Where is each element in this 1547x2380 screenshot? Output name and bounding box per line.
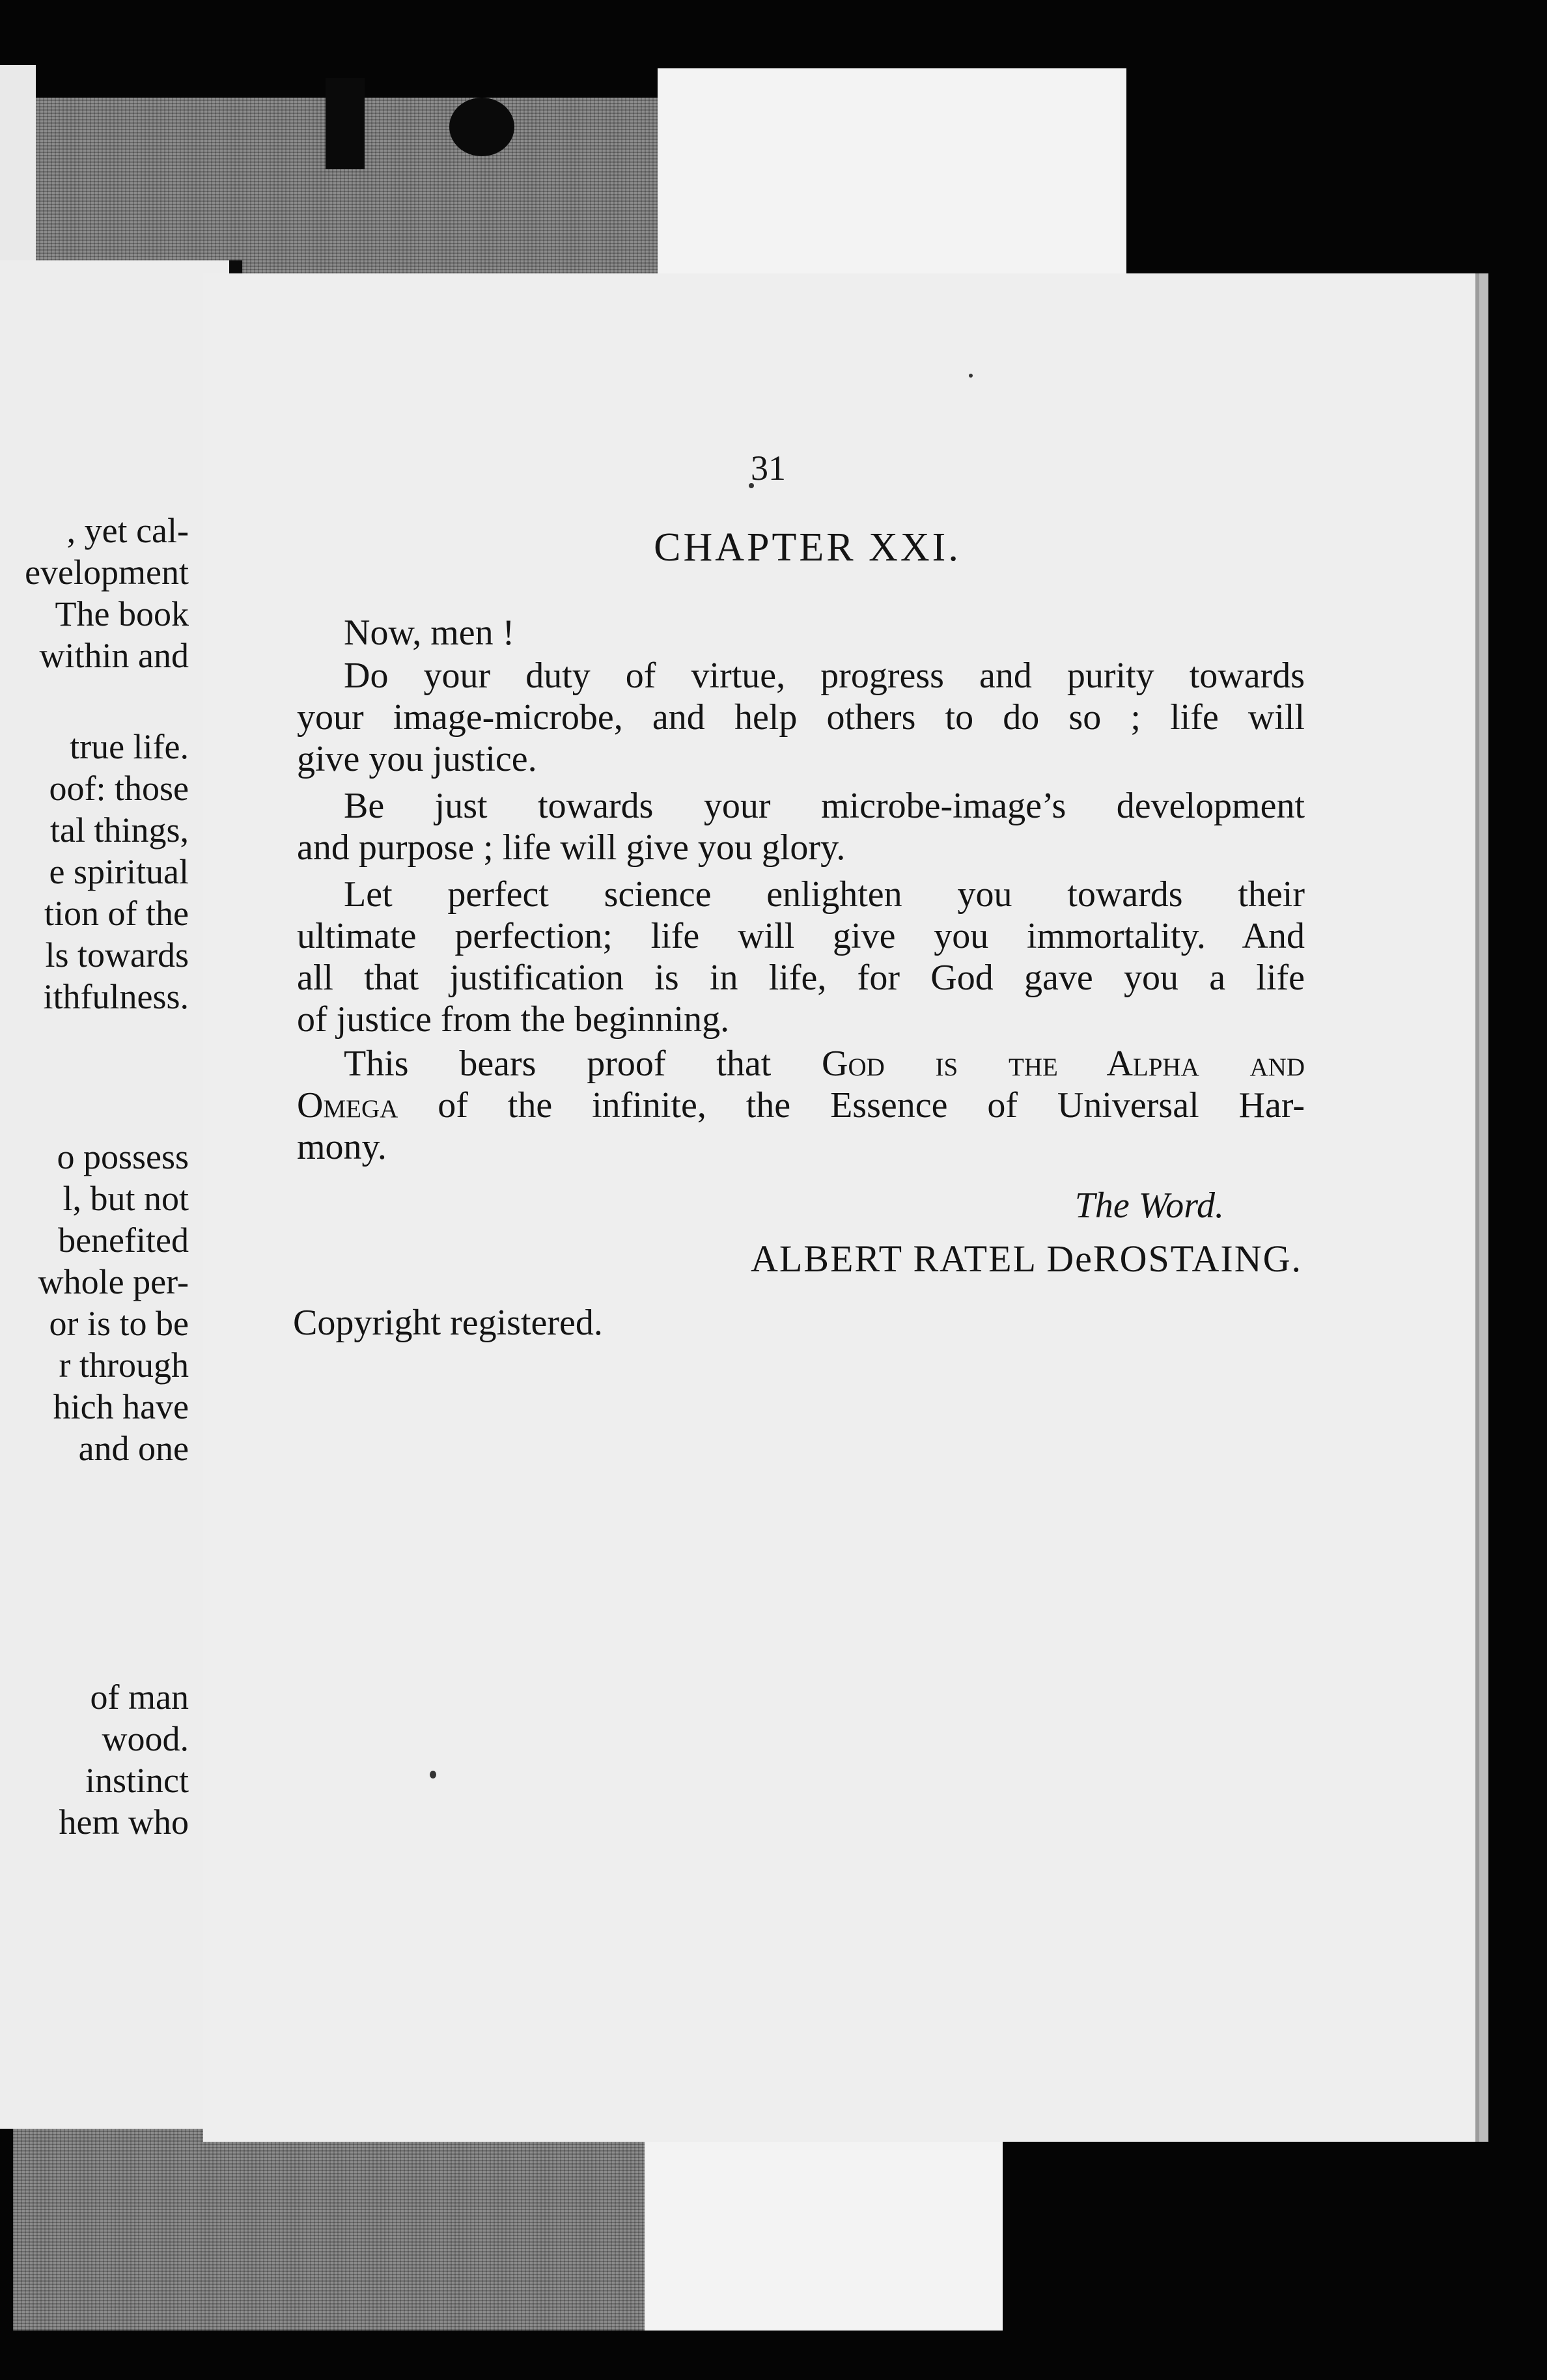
left-page-line: l, but not: [63, 1179, 189, 1218]
left-page-line: within and: [39, 636, 189, 675]
chapter-title: CHAPTER XXI.: [654, 525, 961, 570]
left-page-line: wood.: [102, 1719, 189, 1758]
body-text-line: [344, 1043, 1305, 1085]
paper-speck: [969, 374, 973, 378]
author-name: ALBERT RATEL DeROSTAING.: [750, 1238, 1302, 1280]
body-text-line: mony.: [297, 1127, 387, 1167]
left-page-line: o possess: [57, 1137, 189, 1176]
book-cover-cloth-bottom: [13, 2116, 658, 2331]
left-page-line: true life.: [70, 727, 189, 766]
left-page-line: tal things,: [50, 810, 189, 850]
left-page-line: ithfulness.: [43, 977, 189, 1016]
left-page-line: hem who: [59, 1803, 189, 1842]
signature-credit: The Word.: [1074, 1185, 1224, 1226]
left-page-line: The book: [55, 594, 189, 633]
body-text-line: Now, men !: [344, 613, 515, 653]
paper-slip-bottom: [645, 2122, 1003, 2331]
left-page-line: of man: [90, 1678, 189, 1717]
body-text-line: give you justice.: [297, 739, 537, 779]
left-page-line: oof: those: [49, 769, 189, 808]
left-page-line: or is to be: [49, 1304, 189, 1343]
body-text-small-caps: Omega: [297, 1085, 398, 1126]
left-page-line: ls towards: [45, 935, 189, 975]
left-page-line: and one: [78, 1429, 189, 1468]
body-text-line: [297, 1085, 1305, 1126]
cover-notch: [326, 78, 365, 169]
body-text-line: and purpose ; life will give you glory.: [297, 827, 846, 868]
body-text-line: Be just towards your microbe-image’s development: [344, 786, 1305, 826]
left-page-line: evelopment: [25, 553, 189, 592]
body-text-line: of justice from the beginning.: [297, 999, 730, 1040]
left-page-line: tion of the: [44, 894, 189, 933]
left-page-line: hich have: [53, 1387, 189, 1426]
body-text-small-caps: God is the Alpha and: [822, 1044, 1305, 1084]
cover-notch: [449, 98, 514, 156]
body-text-line: all that justification is in life, for God gave you a life: [297, 958, 1305, 998]
body-text-line: your image-microbe, and help others to do so ; life will: [297, 697, 1305, 738]
left-page-line: benefited: [58, 1221, 189, 1260]
page-number: 31: [751, 449, 786, 488]
paper-speck: [430, 1771, 436, 1778]
left-page-line: whole per-: [38, 1262, 189, 1301]
left-page-line: instinct: [85, 1761, 189, 1800]
body-text-line: Do your duty of virtue, progress and purity towards: [344, 656, 1305, 696]
body-text-line: ultimate perfection; life will give you immortality. And: [297, 916, 1305, 956]
copyright-note: Copyright registered.: [293, 1303, 603, 1343]
left-page-line: e spiritual: [49, 852, 189, 891]
paper-slip-top: [658, 68, 1126, 290]
body-text-segment: of the infinite, the Essence of Universal Har-: [438, 1085, 1305, 1126]
body-text-line: Let perfect science enlighten you towards their: [344, 874, 1305, 915]
left-page-line: r through: [59, 1346, 189, 1385]
left-page-line: , yet cal-: [66, 511, 189, 550]
body-text-segment: This bears proof that: [344, 1044, 772, 1084]
